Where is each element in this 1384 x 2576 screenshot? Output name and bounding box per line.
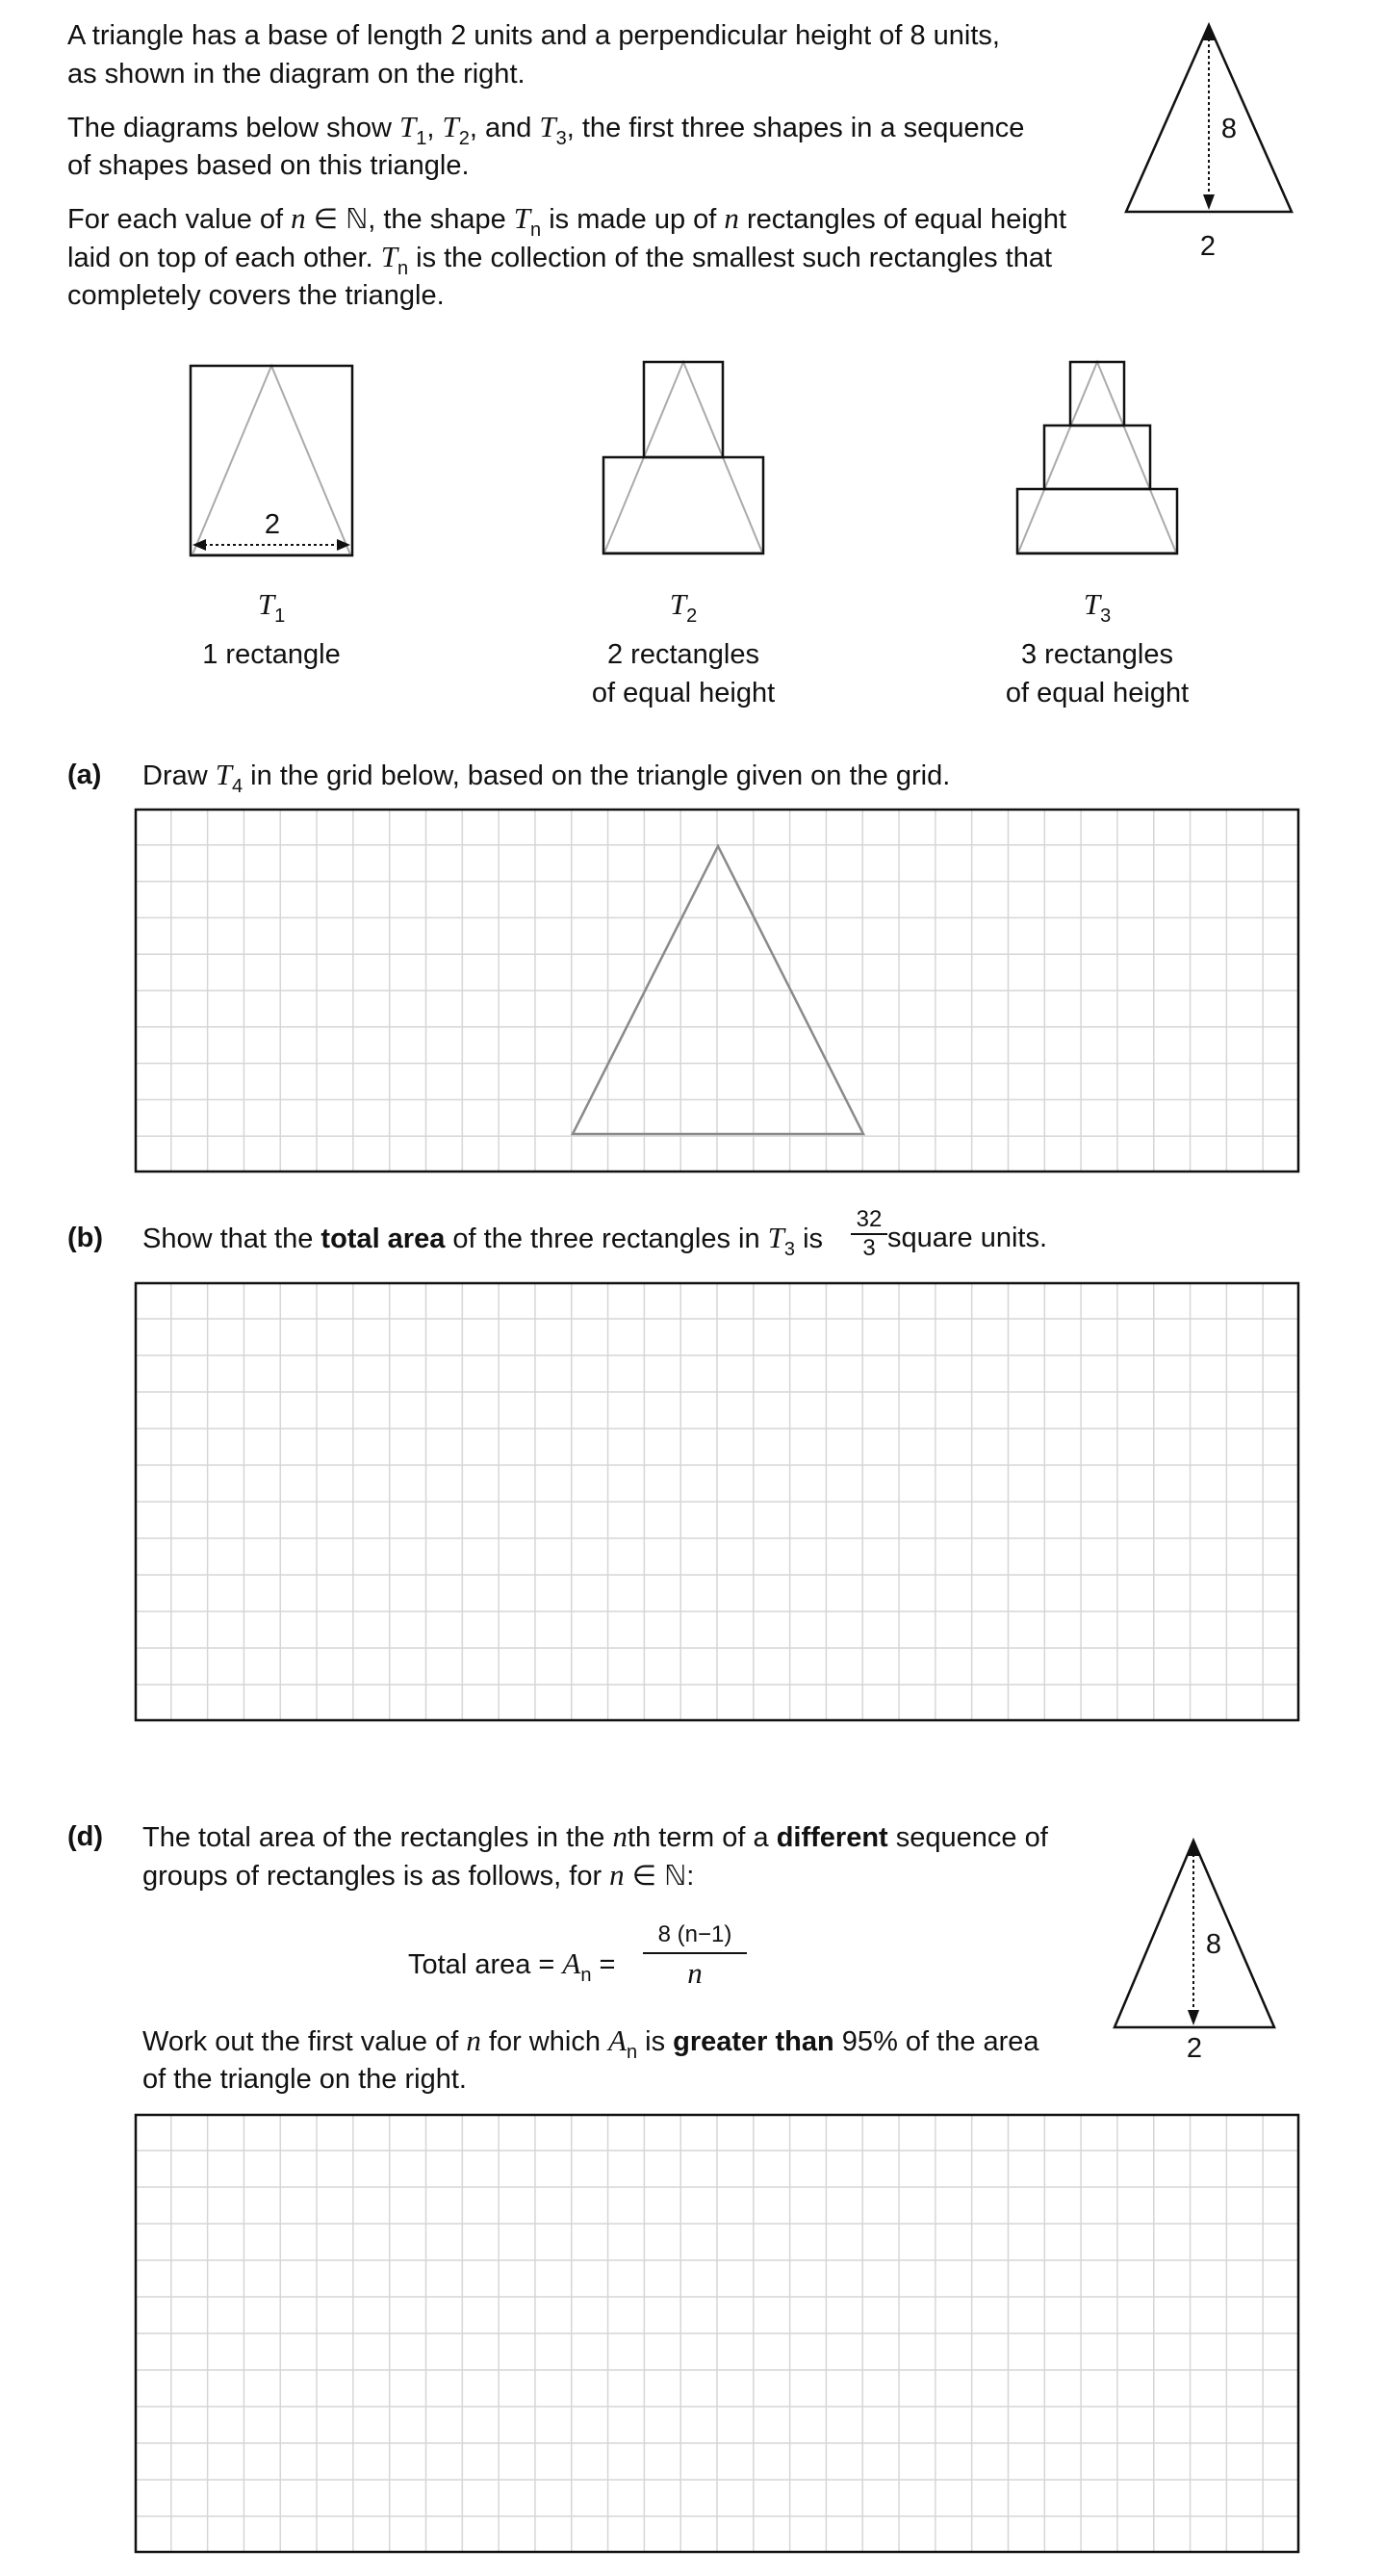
question-text: is — [795, 1224, 824, 1254]
question-bold: greater than — [673, 2026, 834, 2057]
intro-text: , — [426, 113, 443, 143]
intro-text: , the first three shapes in a sequence — [566, 113, 1025, 143]
intro-text: For each value of — [67, 204, 292, 235]
math-sub: 1 — [274, 605, 286, 627]
intro-line-2: as shown in the diagram on the right. — [67, 59, 525, 90]
fraction-denominator: 3 — [851, 1233, 887, 1262]
intro-text: rectangles of equal height — [738, 204, 1067, 235]
math-var: n — [724, 201, 739, 235]
part-a-question — [142, 756, 950, 806]
part-d-line-4: of the triangle on the right. — [142, 2064, 467, 2095]
t2-rectangle-bottom — [603, 457, 763, 554]
question-text: Show that the — [142, 1224, 321, 1254]
part-d-formula — [408, 1945, 615, 1995]
math-sub: 2 — [458, 128, 470, 149]
intro-text: , and — [469, 113, 540, 143]
formula-text: Total area = — [408, 1949, 563, 1980]
part-d-line-2 — [142, 1856, 694, 1895]
grid-lines — [135, 2114, 1299, 2553]
part-b-label: (b) — [67, 1223, 104, 1253]
question-text: for which — [480, 2026, 609, 2057]
math-var: n — [612, 1819, 628, 1853]
t3-caption-text-2: of equal height — [1005, 678, 1190, 708]
intro-text: is made up of — [541, 204, 725, 235]
math-sub: 3 — [783, 1239, 796, 1260]
intro-text: laid on top of each other. — [67, 243, 381, 273]
question-text: groups of rectangles is as follows, for — [142, 1861, 610, 1892]
arrowhead-up — [1188, 1841, 1199, 1856]
question-bold: different — [776, 1822, 888, 1853]
question-text: in the grid below, based on the triangle given on the grid. — [243, 760, 951, 791]
t2-rectangle-top — [644, 362, 723, 457]
math-var: T — [767, 1221, 784, 1254]
arrowhead-down — [1203, 194, 1215, 210]
intro-text: ∈ ℕ, the shape — [305, 204, 514, 235]
part-a-label: (a) — [67, 760, 102, 790]
math-sub: 3 — [1100, 605, 1112, 627]
part-d-height-label: 8 — [1205, 1929, 1222, 1960]
question-text: of the three rectangles in — [445, 1224, 768, 1254]
arrowhead-right — [337, 539, 350, 551]
part-b-question-end: square units. — [887, 1223, 1048, 1253]
answer-grid-a[interactable] — [135, 809, 1299, 1172]
grid-lines — [135, 1282, 1299, 1721]
answer-grid-b[interactable] — [135, 1282, 1299, 1721]
math-var: T — [513, 201, 531, 235]
t3-caption — [991, 585, 1203, 712]
intro-line-4: of shapes based on this triangle. — [67, 150, 470, 181]
part-b-question — [142, 1219, 823, 1269]
t3-caption-text: 3 rectangles — [1021, 639, 1173, 670]
t3-triangle — [1018, 362, 1176, 553]
math-sub: 3 — [555, 128, 567, 149]
math-var: T — [1083, 587, 1101, 621]
intro-text: The diagrams below show — [67, 113, 399, 143]
formula-fraction — [643, 1921, 747, 1990]
arrowhead-up — [1203, 25, 1215, 40]
t1-caption — [175, 585, 368, 674]
formula-text: = — [591, 1949, 616, 1980]
grid-lines — [135, 809, 1299, 1172]
arrowhead-down — [1188, 2010, 1199, 2025]
math-sub: 2 — [686, 605, 698, 627]
t1-base-label: 2 — [264, 509, 281, 540]
intro-line-7: completely covers the triangle. — [67, 280, 445, 311]
t2-caption — [577, 585, 789, 712]
math-var: T — [669, 587, 687, 621]
t1-caption-text: 1 rectangle — [202, 639, 341, 670]
math-sub: 4 — [231, 776, 243, 797]
math-sub: n — [530, 219, 542, 241]
question-text: Work out the first value of — [142, 2026, 467, 2057]
part-d-base-label: 2 — [1186, 2033, 1203, 2064]
t2-triangle — [604, 362, 762, 553]
t3-rectangle-top — [1070, 362, 1124, 425]
t3-rectangle-bottom — [1017, 489, 1177, 554]
math-sub: 1 — [416, 128, 427, 149]
base-label: 2 — [1199, 231, 1217, 262]
math-sub: n — [580, 1965, 592, 1986]
question-text: ∈ ℕ: — [624, 1861, 695, 1892]
math-var: T — [215, 758, 232, 791]
math-var: A — [562, 1946, 581, 1980]
math-var: n — [291, 201, 306, 235]
math-var: T — [380, 240, 397, 273]
triangle-outline — [1126, 25, 1292, 212]
math-var: n — [466, 2023, 481, 2057]
formula-denominator: n — [643, 1952, 747, 1987]
question-text: 95% of the area — [833, 2026, 1039, 2057]
math-var: T — [539, 110, 556, 143]
height-label: 8 — [1220, 114, 1238, 144]
part-d-line-1 — [142, 1817, 1048, 1857]
math-var: T — [257, 587, 275, 621]
math-var: T — [398, 110, 417, 143]
question-text: th term of a — [627, 1822, 777, 1853]
question-text: The total area of the rectangles in the — [142, 1822, 613, 1853]
part-d-label: (d) — [67, 1821, 104, 1852]
math-var: T — [442, 110, 459, 143]
math-sub: n — [397, 258, 409, 279]
t3-rectangle-middle — [1044, 425, 1150, 489]
intro-line-1: A triangle has a base of length 2 units and a perpendicular height of 8 units, — [67, 20, 1000, 51]
math-var: A — [608, 2023, 627, 2057]
arrowhead-left — [192, 539, 206, 551]
question-text: Draw — [142, 760, 216, 791]
math-var: n — [609, 1858, 625, 1892]
t2-caption-text: 2 rectangles — [607, 639, 759, 670]
fraction-numerator: 32 — [856, 1206, 883, 1232]
triangle-outline — [1115, 1841, 1274, 2027]
fraction-32-3 — [851, 1206, 887, 1262]
answer-grid-d[interactable] — [135, 2114, 1299, 2553]
intro-text: is the collection of the smallest such rectangles that — [408, 243, 1053, 273]
question-bold: total area — [320, 1224, 446, 1254]
t2-caption-text-2: of equal height — [591, 678, 776, 708]
formula-numerator: 8 (n−1) — [657, 1921, 732, 1947]
question-text: is — [637, 2026, 674, 2057]
math-sub: n — [626, 2042, 638, 2063]
question-text: sequence of — [887, 1822, 1048, 1853]
